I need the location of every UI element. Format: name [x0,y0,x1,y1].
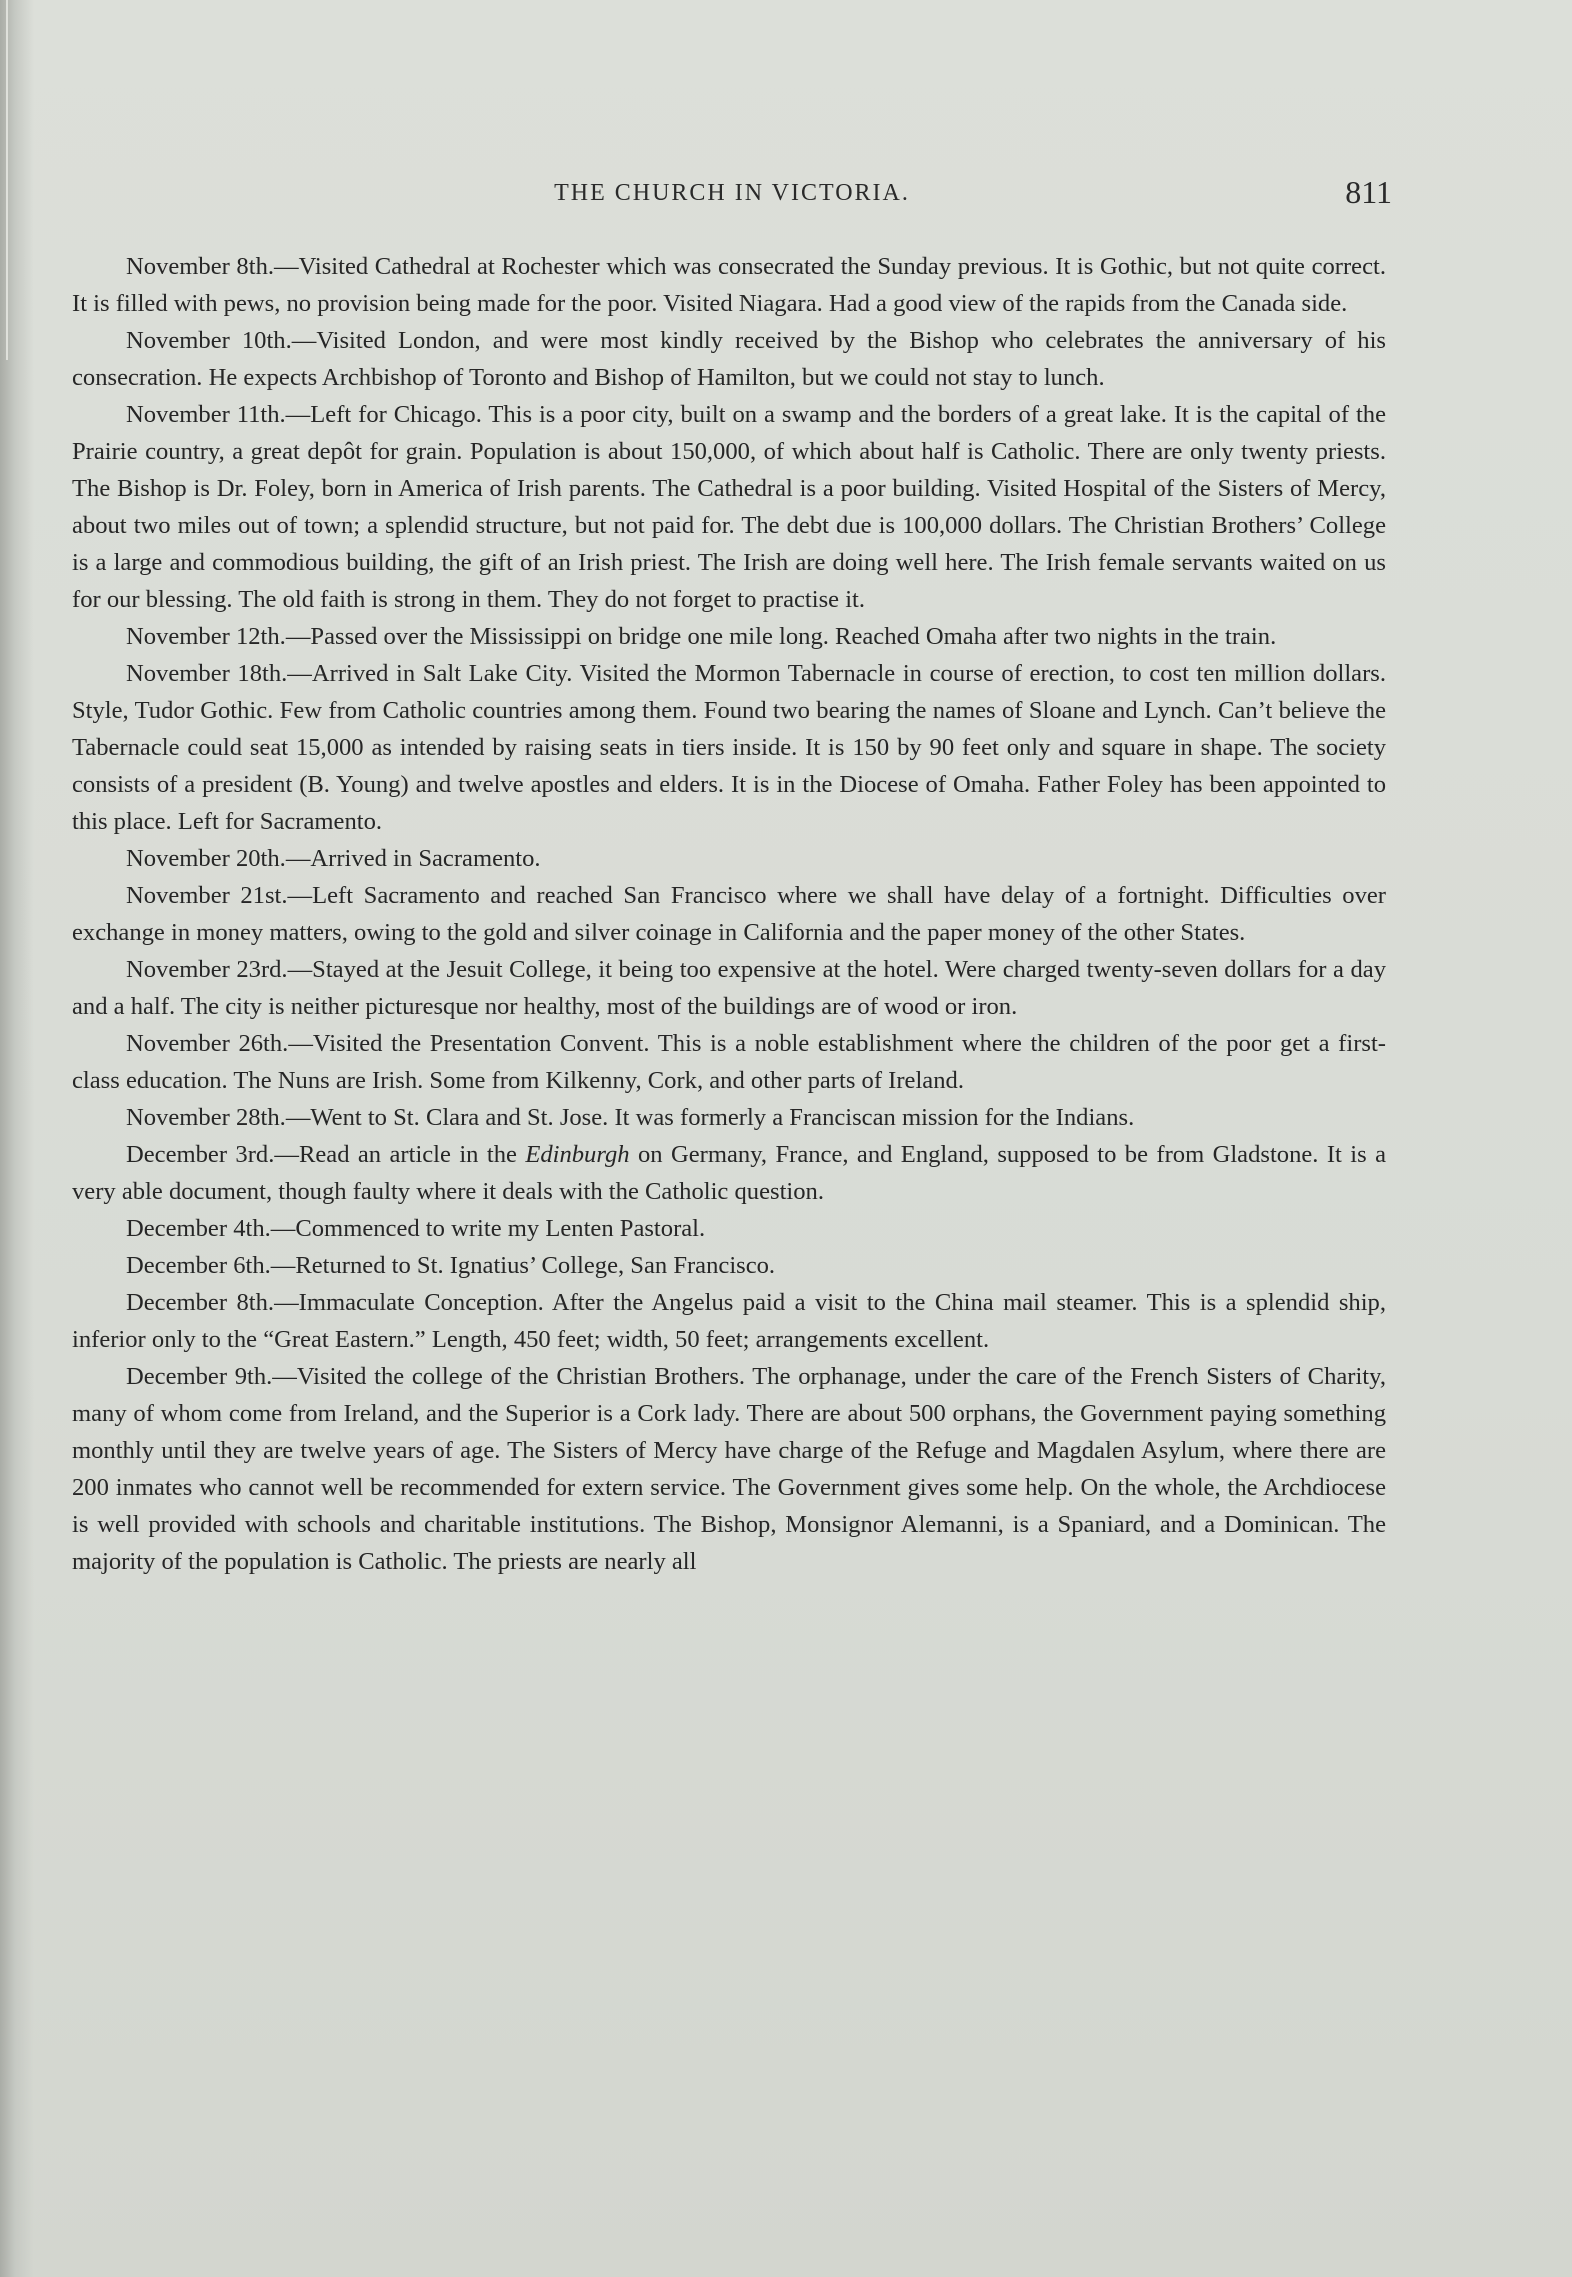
diary-entry-dec-9: December 9th.—Visited the college of the Christian Brothers. The orphanage, under the care of the French Sisters of Charity, many of whom come from Ireland, and the Superior is a Cork lady. There are about 500 orphans, the Government paying something monthly until they are twelve years of age. The Sisters of Mercy have charge of the Refuge and Magdalen Asylum, where there are 200 inmates who cannot well be recommended for extern service. The Government gives some help. On the whole, the Archdiocese is well provided with schools and charitable institutions. The Bishop, Monsignor Alemanni, is a Spaniard, and a Dominican. The majority of the population is Catholic. The priests are nearly all [72,1363,1386,1575]
diary-entry-nov-18: November 18th.—Arrived in Salt Lake City. Visited the Mormon Tabernacle in course of erection, to cost ten million dollars. Style, Tudor Gothic. Few from Catholic countries among them. Found two bearing the names of Sloane and Lynch. Can’t believe the Tabernacle could seat 15,000 as intended by raising seats in tiers inside. It is 150 by 90 feet only and square in shape. The society consists of a president (B. Young) and twelve apostles and elders. It is in the Diocese of Omaha. Father Foley has been appointed to this place. Left for Sacramento. [72,660,1386,835]
diary-entry-nov-20: November 20th.—Arrived in Sacramento. [126,845,541,872]
diary-entry-nov-28: November 28th.—Went to St. Clara and St. Jose. It was formerly a Franciscan mission for the Indians. [126,1104,1135,1131]
body-text [72,248,1386,1580]
diary-entry-nov-21: November 21st.—Left Sacramento and reached San Francisco where we shall have delay of a fortnight. Difficulties over exchange in money matters, owing to the gold and silver coinage in California and the paper money of the other States. [72,882,1386,946]
diary-entry-nov-23: November 23rd.—Stayed at the Jesuit College, it being too expensive at the hotel. Were charged twenty-seven dollars for a day and a half. The city is neither picturesque nor healthy, most of the buildings are of wood or iron. [72,956,1386,1020]
page-edge [6,0,8,360]
periodical-title: Edinburgh [525,1141,630,1168]
diary-entry-nov-26: November 26th.—Visited the Presentation Convent. This is a noble establishment where the children of the poor get a first-class education. The Nuns are Irish. Some from Kilkenny, Cork, and other parts of Ireland. [72,1030,1386,1094]
page-number: 811 [1345,174,1392,210]
diary-entry-dec-3 [72,1136,1386,1210]
diary-entry-nov-12: November 12th.—Passed over the Mississippi on bridge one mile long. Reached Omaha after two nights in the train. [126,623,1277,650]
diary-entry-dec-4: December 4th.—Commenced to write my Lenten Pastoral. [126,1215,706,1242]
dec-3-text-start: December 3rd.—Read an article in the [126,1141,526,1168]
diary-entry-nov-8: November 8th.—Visited Cathedral at Rochester which was consecrated the Sunday previous. It is Gothic, but not quite correct. It is filled with pews, no provision being made for the poor. Visited Niagara. Had a good view of the rapids from the Canada side. [72,253,1386,317]
running-header [72,174,1392,218]
running-title: THE CHURCH IN VICTORIA. [554,180,910,206]
diary-entry-dec-8: December 8th.—Immaculate Conception. After the Angelus paid a visit to the China mail steamer. This is a splendid ship, inferior only to the “Great Eastern.” Length, 450 feet; width, 50 feet; arrangements excellent. [72,1289,1386,1353]
diary-entry-nov-11: November 11th.—Left for Chicago. This is a poor city, built on a swamp and the borders of a great lake. It is the capital of the Prairie country, a great depôt for grain. Population is about 150,000, of which about half is Catholic. There are only twenty priests. The Bishop is Dr. Foley, born in America of Irish parents. The Cathedral is a poor building. Visited Hospital of the Sisters of Mercy, about two miles out of town; a splendid structure, but not paid for. The debt due is 100,000 dollars. The Christian Brothers’ College is a large and commodious building, the gift of an Irish priest. The Irish are doing well here. The Irish female servants waited on us for our blessing. The old faith is strong in them. They do not forget to practise it. [72,401,1386,613]
diary-entry-nov-10: November 10th.—Visited London, and were most kindly received by the Bishop who celebrates the anniversary of his consecration. He expects Archbishop of Toronto and Bishop of Hamilton, but we could not stay to lunch. [72,327,1386,391]
dec-3-text-end: on Germany, France, and England, supposed to be from Gladstone. It is a very able document, though faulty where it deals with the Catholic question. [72,1141,1386,1205]
diary-entry-dec-6: December 6th.—Returned to St. Ignatius’ College, San Francisco. [126,1252,776,1279]
